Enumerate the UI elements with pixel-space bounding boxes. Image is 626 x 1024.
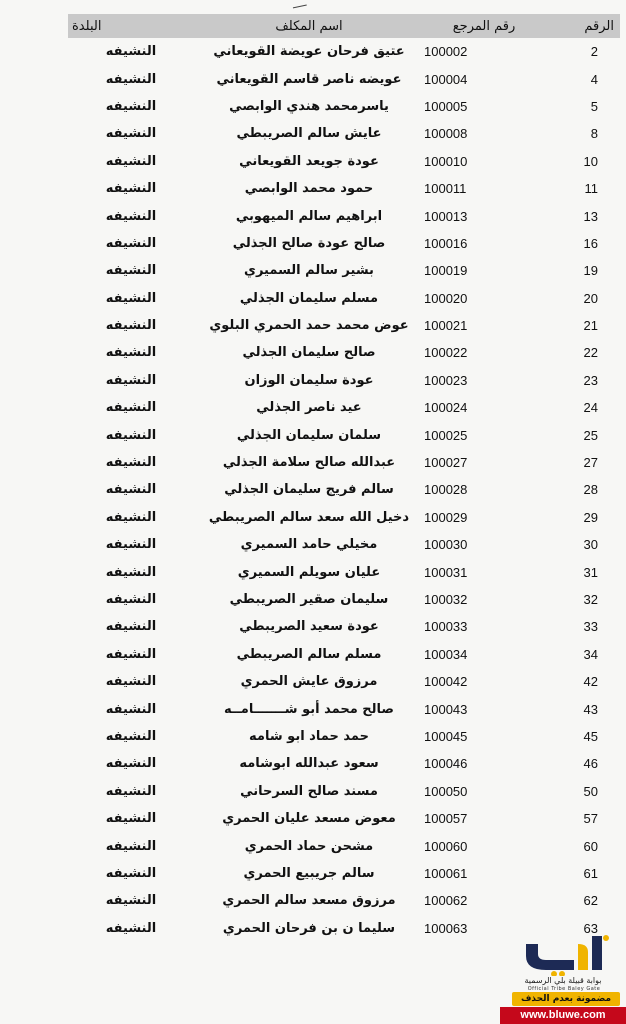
row-num: 25 [583, 427, 598, 443]
row-town: النشيفه [105, 44, 157, 60]
row-ref: 100022 [424, 345, 468, 361]
row-name: سليما ن بن فرحان الحمري [222, 920, 396, 936]
row-num: 61 [583, 865, 598, 881]
row-ref: 100061 [424, 865, 468, 881]
row-town: النشيفه [105, 619, 157, 635]
table-row [68, 230, 620, 257]
row-town: النشيفه [105, 509, 157, 525]
row-num: 13 [583, 208, 598, 224]
table-row [68, 367, 620, 394]
table-row [68, 312, 620, 339]
table-row [68, 285, 620, 312]
table-row [68, 504, 620, 531]
table-row [68, 120, 620, 147]
row-town: النشيفه [105, 756, 157, 772]
row-ref: 100005 [424, 98, 468, 114]
row-ref: 100013 [424, 208, 468, 224]
row-name: مخيلي حامد السميري [240, 537, 378, 553]
row-num: 22 [583, 345, 598, 361]
row-town: النشيفه [105, 181, 157, 197]
table-row [68, 832, 620, 859]
row-town: النشيفه [105, 455, 157, 471]
row-ref: 100010 [424, 153, 468, 169]
row-town: النشيفه [105, 893, 157, 909]
row-name: صالح عودة صالح الجذلي [232, 235, 386, 251]
row-town: النشيفه [105, 728, 157, 744]
row-name: ياسرمحمد هندي الوابصي [229, 98, 389, 114]
row-town: النشيفه [105, 400, 157, 416]
row-town: النشيفه [105, 318, 157, 334]
row-num: 62 [583, 893, 598, 909]
table-row [68, 586, 620, 613]
row-ref: 100046 [424, 756, 468, 772]
row-num: 28 [583, 482, 598, 498]
table-row [68, 257, 620, 284]
table-row [68, 476, 620, 503]
row-name: عودة سليمان الوزان [244, 372, 374, 388]
row-ref: 100033 [424, 619, 468, 635]
row-num: 29 [583, 509, 598, 525]
row-name: سعود عبدالله ابوشامه [239, 756, 379, 772]
table-row [68, 558, 620, 585]
row-town: النشيفه [105, 811, 157, 827]
row-num: 16 [583, 235, 598, 251]
row-num: 4 [590, 71, 598, 87]
row-num: 46 [583, 756, 598, 772]
row-name: مشحن حماد الحمري [244, 838, 374, 854]
row-ref: 100050 [424, 783, 468, 799]
row-name: مرزوق مسعد سالم الحمري [222, 893, 396, 909]
row-town: النشيفه [105, 564, 157, 580]
row-name: سالم فريج سليمان الجذلي [224, 482, 394, 498]
row-ref: 100043 [424, 701, 468, 717]
table-row [68, 65, 620, 92]
table-row [68, 531, 620, 558]
row-ref: 100024 [424, 400, 468, 416]
row-ref: 100002 [424, 44, 468, 60]
row-ref: 100031 [424, 564, 468, 580]
table-row [68, 93, 620, 120]
row-num: 10 [583, 153, 598, 169]
row-ref: 100063 [424, 920, 468, 936]
row-name: عبدالله صالح سلامة الجذلي [222, 455, 396, 471]
row-name: سلمان سليمان الجذلي [236, 427, 382, 443]
header-ref: رقم المرجع [424, 14, 544, 38]
row-ref: 100034 [424, 646, 468, 662]
row-town: النشيفه [105, 865, 157, 881]
table-row [68, 449, 620, 476]
row-name: عودة سعيد الصريبطي [239, 619, 379, 635]
logo-banner: مضمونة بعدم الحذف [512, 992, 620, 1006]
row-town: النشيفه [105, 674, 157, 690]
row-name: عايش سالم الصريبطي [236, 126, 382, 142]
table-row [68, 613, 620, 640]
row-name: حمود محمد الوابصي [244, 181, 374, 197]
row-num: 19 [583, 263, 598, 279]
row-num: 50 [583, 783, 598, 799]
row-ref: 100057 [424, 811, 468, 827]
row-ref: 100029 [424, 509, 468, 525]
row-ref: 100023 [424, 372, 468, 388]
row-ref: 100060 [424, 838, 468, 854]
row-town: النشيفه [105, 783, 157, 799]
row-town: النشيفه [105, 537, 157, 553]
row-num: 21 [583, 318, 598, 334]
row-num: 33 [583, 619, 598, 635]
watermark-logo [500, 932, 626, 1024]
table-row [68, 805, 620, 832]
row-town: النشيفه [105, 646, 157, 662]
row-name: مسلم سليمان الجذلي [239, 290, 379, 306]
row-num: 42 [583, 674, 598, 690]
row-town: النشيفه [105, 153, 157, 169]
row-num: 34 [583, 646, 598, 662]
row-ref: 100032 [424, 592, 468, 607]
row-ref: 100042 [424, 674, 468, 690]
table-row [68, 723, 620, 750]
row-name: عيد ناصر الجذلي [256, 400, 362, 416]
row-town: النشيفه [105, 208, 157, 224]
row-town: النشيفه [105, 701, 157, 717]
table-row [68, 887, 620, 914]
row-num: 57 [583, 811, 598, 827]
row-name: دخيل الله سعد سالم الصريبطي [208, 509, 410, 525]
row-ref: 100030 [424, 537, 468, 553]
row-ref: 100025 [424, 427, 468, 443]
table-row [68, 695, 620, 722]
header-name: اسم المكلف [194, 14, 424, 38]
table-row [68, 148, 620, 175]
scan-mark [291, 0, 307, 8]
row-name: صالح محمد أبو شـــــــامــه [224, 701, 394, 717]
row-ref: 100011 [424, 181, 467, 197]
table-row [68, 175, 620, 202]
row-name: صالح سليمان الجذلي [242, 345, 376, 361]
row-town: النشيفه [105, 372, 157, 388]
row-town: النشيفه [105, 290, 157, 306]
row-num: 32 [583, 592, 598, 607]
row-num: 60 [583, 838, 598, 854]
table-row [68, 860, 620, 887]
table-body [68, 38, 620, 942]
row-name: معوض مسعد عليان الحمري [222, 811, 396, 827]
row-num: 43 [583, 701, 598, 717]
table-row [68, 668, 620, 695]
logo-title: بوابة قبيلة بلي الرسمية [524, 976, 602, 985]
row-name: سليمان صقير الصريبطي [229, 592, 389, 607]
row-name: عوض محمد حمد الحمري البلوي [209, 318, 409, 334]
row-ref: 100020 [424, 290, 468, 306]
row-num: 8 [590, 126, 598, 142]
row-town: النشيفه [105, 235, 157, 251]
table-row [68, 750, 620, 777]
row-name: مسند صالح السرحاني [240, 783, 378, 799]
row-num: 11 [584, 181, 598, 197]
row-name: عودة جويعد القويعاني [239, 153, 379, 169]
table-row [68, 641, 620, 668]
row-ref: 100028 [424, 482, 468, 498]
row-num: 24 [583, 400, 598, 416]
row-num: 31 [583, 564, 598, 580]
row-num: 45 [583, 728, 598, 744]
row-name: عويضه ناصر قاسم القويعاني [216, 71, 402, 87]
row-num: 23 [583, 372, 598, 388]
logo-subtitle: Official Tribe Baley Gate [527, 986, 601, 992]
row-num: 20 [583, 290, 598, 306]
row-num: 2 [590, 44, 598, 60]
row-ref: 100027 [424, 455, 468, 471]
row-ref: 100019 [424, 263, 468, 279]
row-num: 27 [583, 455, 598, 471]
row-town: النشيفه [105, 427, 157, 443]
row-name: حمد حماد ابو شامه [249, 728, 369, 744]
row-ref: 100062 [424, 893, 468, 909]
row-name: بشير سالم السميري [244, 263, 374, 279]
table-row [68, 202, 620, 229]
row-ref: 100008 [424, 126, 468, 142]
row-ref: 100021 [424, 318, 468, 334]
row-ref: 100016 [424, 235, 468, 251]
row-town: النشيفه [105, 263, 157, 279]
table-row [68, 339, 620, 366]
header-num: الرقم [544, 14, 620, 38]
row-town: النشيفه [105, 482, 157, 498]
row-name: سالم جريبيع الحمري [243, 865, 375, 881]
row-town: النشيفه [105, 71, 157, 87]
row-name: عليان سويلم السميري [237, 564, 381, 580]
row-ref: 100045 [424, 728, 468, 744]
table-row [68, 394, 620, 421]
table-row [68, 421, 620, 448]
table-row [68, 778, 620, 805]
bly-logo-icon [516, 932, 614, 976]
row-town: النشيفه [105, 345, 157, 361]
row-name: ابراهيم سالم الميهوبي [235, 208, 383, 224]
row-num: 63 [583, 920, 598, 936]
row-town: النشيفه [105, 592, 157, 607]
row-town: النشيفه [105, 838, 157, 854]
row-town: النشيفه [105, 920, 157, 936]
logo-url: www.bluwe.com [500, 1007, 626, 1024]
row-town: النشيفه [105, 126, 157, 142]
table-header-row [68, 14, 620, 38]
row-name: مرزوق عايش الحمري [240, 674, 378, 690]
row-ref: 100004 [424, 71, 468, 87]
header-town: البلدة [68, 14, 194, 38]
table-row [68, 38, 620, 65]
row-num: 30 [583, 537, 598, 553]
row-name: عتيق فرحان عويضة القويعاني [213, 44, 405, 60]
row-town: النشيفه [105, 98, 157, 114]
row-name: مسلم سالم الصريبطي [236, 646, 382, 662]
row-num: 5 [590, 98, 598, 114]
roster-table [68, 14, 620, 942]
